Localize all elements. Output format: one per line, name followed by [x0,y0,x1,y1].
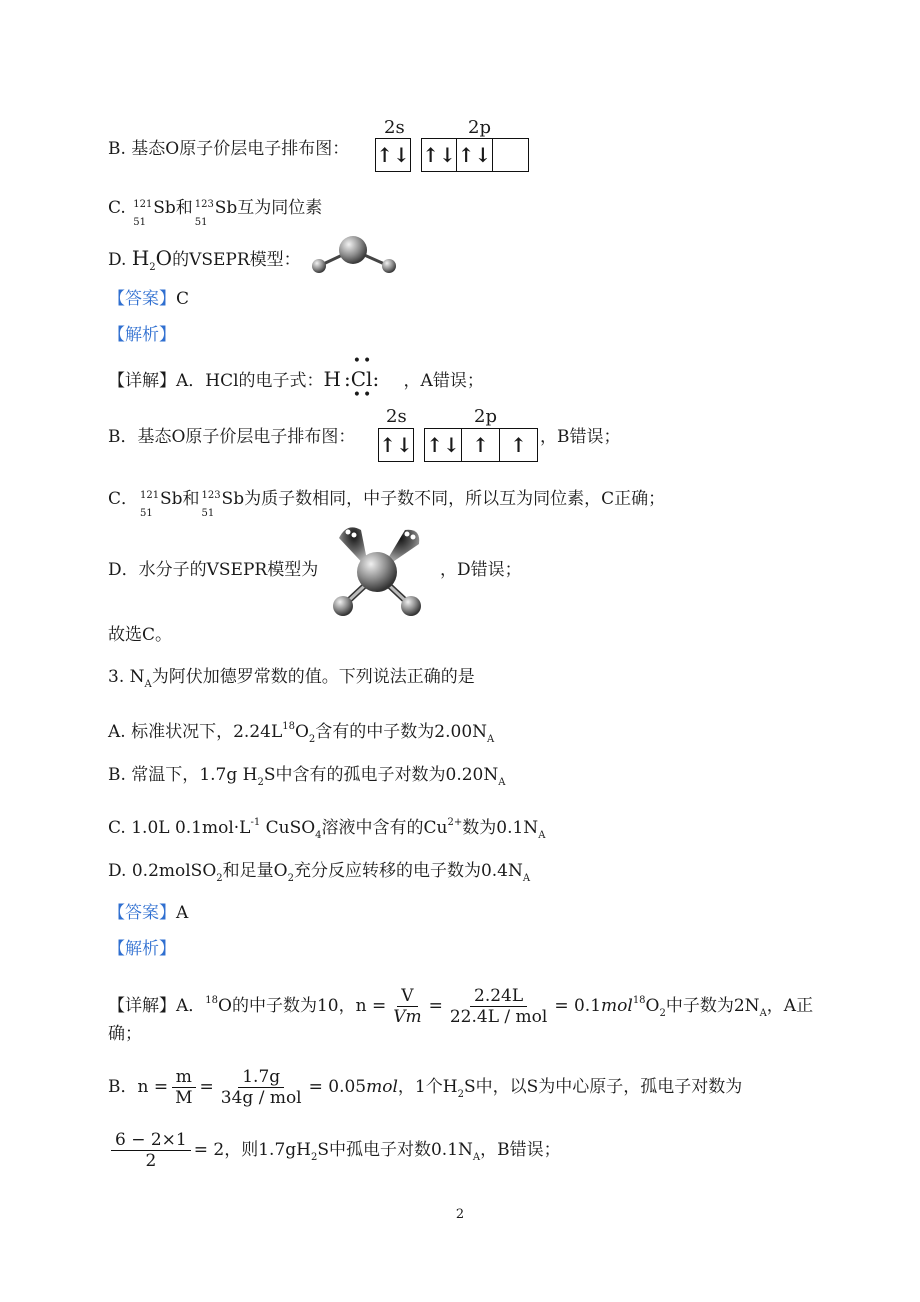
lewis-structure-hcl: H : •• Cl •• : [323,353,380,403]
detail-1-b-text: B．基态O原子价层电子排布图： [108,427,356,447]
detail-3-b-continued: $\frac{6 - 2\times 1}{2}$ = 2，则$1.7gH_2S$中孤电子对数$0.1N_A$，B错误； [108,1127,561,1181]
question-3-option-b: B. 常温下，1.7g $H_2S$中含有的孤电子对数为$0.20N_A$ [108,765,506,788]
option-c: C. 121 51 Sb和 123 51 Sb互为同位素 [108,198,323,228]
detail-1-a: 【详解】A．HCl的电子式：H : •• Cl •• : ，A错误； [108,353,484,403]
orbital-2s-box: ↑↓ [375,138,411,172]
nuclide-sb121: 121 51 [133,198,153,228]
orbital-2p-boxes-detail [424,428,538,462]
analysis-label-3: 【解析】 [108,939,176,959]
analysis-label-1: 【解析】 [108,325,176,345]
orbital-2p-detail-box-1: ↑↓ [424,428,462,462]
fraction-v-over-vm: $\frac{V}{Vm}$ [393,986,422,1027]
vsepr-water-model-image [325,520,431,620]
option-d: D. $H_2O$的VSEPR模型： [108,246,301,273]
detail-3-a-wrap: 确； [108,1024,142,1044]
orbital-2s-label-detail: 2s [386,406,407,427]
detail-3-a: 【详解】A．$^{18}$O的中子数为10，n = $\frac{V}{Vm}$ = $\frac{2.24L}{\text{22.4L / mol}}$ = $0.1mol^{18}O_2$中子数为$2N_A$，A正 [108,986,814,1027]
orbital-2p-box-3 [493,138,529,172]
question-3-stem: 3. $N_A$为阿伏加德罗常数的值。下列说法正确的是 [108,667,475,690]
question-3-option-a: A. 标准状况下，$2.24L^{18}O_2$含有的中子数为$2.00N_A$ [108,721,495,745]
fraction-mass-calc: $\frac{1.7g}{\text{34g / mol}}$ [220,1067,302,1108]
orbital-2s-label: 2s [384,117,405,138]
detail-1-b-tail: ，B错误； [540,427,621,447]
answer-value: C [176,289,190,309]
nuclide-sb123-detail: 123 51 [201,489,221,519]
detail-1-d-tail: ，D错误； [440,560,522,580]
page-number: 2 [455,1207,465,1222]
detail-3-b: B．n = $\frac{m}{M}$ = $\frac{1.7g}{\text{34g / mol}}$ = 0.05mol，1个$H_2S$中，以S为中心原子，孤电子对数为 [108,1067,743,1108]
detail-1-c: C． 121 51 Sb和 123 51 Sb为质子数相同，中子数不同，所以互为同位素，C正确； [108,489,666,519]
question-3-option-d: D. 0.2molSO$_2$和足量$O_2$充分反应转移的电子数为$0.4N_A$ [108,861,531,884]
fraction-m-over-M: $\frac{m}{M}$ [171,1067,196,1108]
option-b-text: B. 基态O原子价层电子排布图： [108,139,350,159]
nuclide-sb123: 123 51 [194,198,214,228]
orbital-diagram-option-b [375,138,411,172]
orbital-2p-box-1: ↑↓ [421,138,457,172]
orbital-2p-detail-box-2: ↑ [462,428,500,462]
answer-1 [108,287,189,311]
conclusion-1: 故选C。 [108,625,173,645]
fraction-volume-calc: $\frac{2.24L}{\text{22.4L / mol}}$ [449,986,548,1027]
question-3-option-c: C. 1.0L $0.1mol\cdot L^{-1}$ CuSO$_4$溶液中含有的$Cu^{2+}$数为$0.1N_A$ [108,817,546,841]
fraction-lone-pair-calc: $\frac{6 - 2\times 1}{2}$ [111,1130,191,1171]
nuclide-sb121-detail: 121 51 [140,489,160,519]
answer-label: 【答案】 [108,903,176,923]
orbital-diagram-detail-b [378,428,414,462]
bent-molecule-image [305,232,405,278]
orbital-2p-boxes [421,138,529,172]
orbital-2p-detail-box-3: ↑ [500,428,538,462]
answer-3 [108,901,188,925]
orbital-2p-label-detail: 2p [474,406,497,427]
answer-label: 【答案】 [108,289,176,309]
detail-1-d-text: D．水分子的VSEPR模型为 [108,560,319,580]
orbital-2p-label: 2p [468,117,491,138]
answer-value: A [176,903,189,923]
orbital-2s-box-detail: ↑↓ [378,428,414,462]
orbital-2p-box-2: ↑↓ [457,138,493,172]
